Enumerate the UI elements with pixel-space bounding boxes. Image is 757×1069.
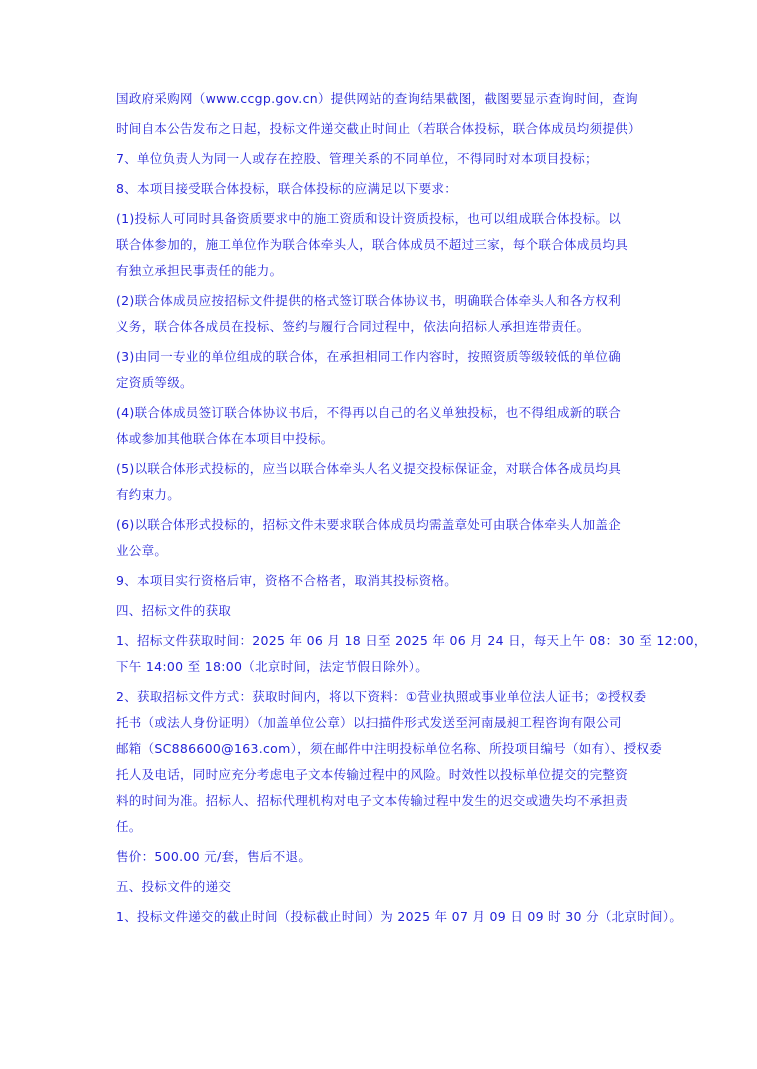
text-line: 联合体参加的，施工单位作为联合体牵头人，联合体成员不超过三家，每个联合体成员均具 <box>116 237 629 252</box>
text-line: 体或参加其他联合体在本项目中投标。 <box>116 431 334 446</box>
text-line: 2、获取招标文件方式：获取时间内，将以下资料：①营业执照或事业单位法人证书；②授权委 <box>116 689 647 704</box>
document-body <box>116 90 707 926</box>
text-line: 有约束力。 <box>116 487 181 502</box>
text-line: 8、本项目接受联合体投标，联合体投标的应满足以下要求： <box>116 181 458 196</box>
text-line: 下午 14:00 至 18:00（北京时间，法定节假日除外）。 <box>116 659 429 674</box>
text-line: 定资质等级。 <box>116 375 193 390</box>
text-line: 时间自本公告发布之日起，投标文件递交截止时间止（若联合体投标，联合体成员均须提供） <box>116 121 641 136</box>
text-line: 售价：500.00 元/套，售后不退。 <box>116 849 312 864</box>
section-heading: 四、招标文件的获取 <box>116 603 232 618</box>
text-line: 国政府采购网（www.ccgp.gov.cn）提供网站的查询结果截图，截图要显示查询时间，查询 <box>116 91 638 106</box>
text-line: 有独立承担民事责任的能力。 <box>116 263 283 278</box>
text-line: 1、投标文件递交的截止时间（投标截止时间）为 2025 年 07 月 09 日 09 时 30 分（北京时间）。 <box>116 909 683 924</box>
section-heading: 五、投标文件的递交 <box>116 879 232 894</box>
text-line: 7、单位负责人为同一人或存在控股、管理关系的不同单位，不得同时对本项目投标； <box>116 151 598 166</box>
text-line: (3)由同一专业的单位组成的联合体，在承担相同工作内容时，按照资质等级较低的单位确 <box>116 349 622 364</box>
text-line: (2)联合体成员应按招标文件提供的格式签订联合体协议书，明确联合体牵头人和各方权利 <box>116 293 622 308</box>
text-line: (6)以联合体形式投标的，招标文件未要求联合体成员均需盖章处可由联合体牵头人加盖企 <box>116 517 622 532</box>
text-line: 料的时间为准。招标人、招标代理机构对电子文本传输过程中发生的迟交或遗失均不承担责 <box>116 793 629 808</box>
text-line: 托书（或法人身份证明）（加盖单位公章）以扫描件形式发送至河南晟昶工程咨询有限公司 <box>116 715 622 730</box>
text-line: 任。 <box>116 819 142 834</box>
text-line: 9、本项目实行资格后审，资格不合格者，取消其投标资格。 <box>116 573 458 588</box>
text-line: 1、招标文件获取时间：2025 年 06 月 18 日至 2025 年 06 月 24 日，每天上午 08：30 至 12:00， <box>116 633 707 648</box>
text-line: 义务，联合体各成员在投标、签约与履行合同过程中，依法向招标人承担连带责任。 <box>116 319 590 334</box>
text-line: 邮箱（SC886600@163.com），须在邮件中注明投标单位名称、所投项目编号（如有）、授权委 <box>116 741 663 756</box>
text-line: 托人及电话，同时应充分考虑电子文本传输过程中的风险。时效性以投标单位提交的完整资 <box>116 767 629 782</box>
text-line: (5)以联合体形式投标的，应当以联合体牵头人名义提交投标保证金，对联合体各成员均具 <box>116 461 622 476</box>
text-line: (4)联合体成员签订联合体协议书后，不得再以自己的名义单独投标，也不得组成新的联合 <box>116 405 622 420</box>
text-line: 业公章。 <box>116 543 168 558</box>
text-line: (1)投标人可同时具备资质要求中的施工资质和设计资质投标，也可以组成联合体投标。以 <box>116 211 622 226</box>
